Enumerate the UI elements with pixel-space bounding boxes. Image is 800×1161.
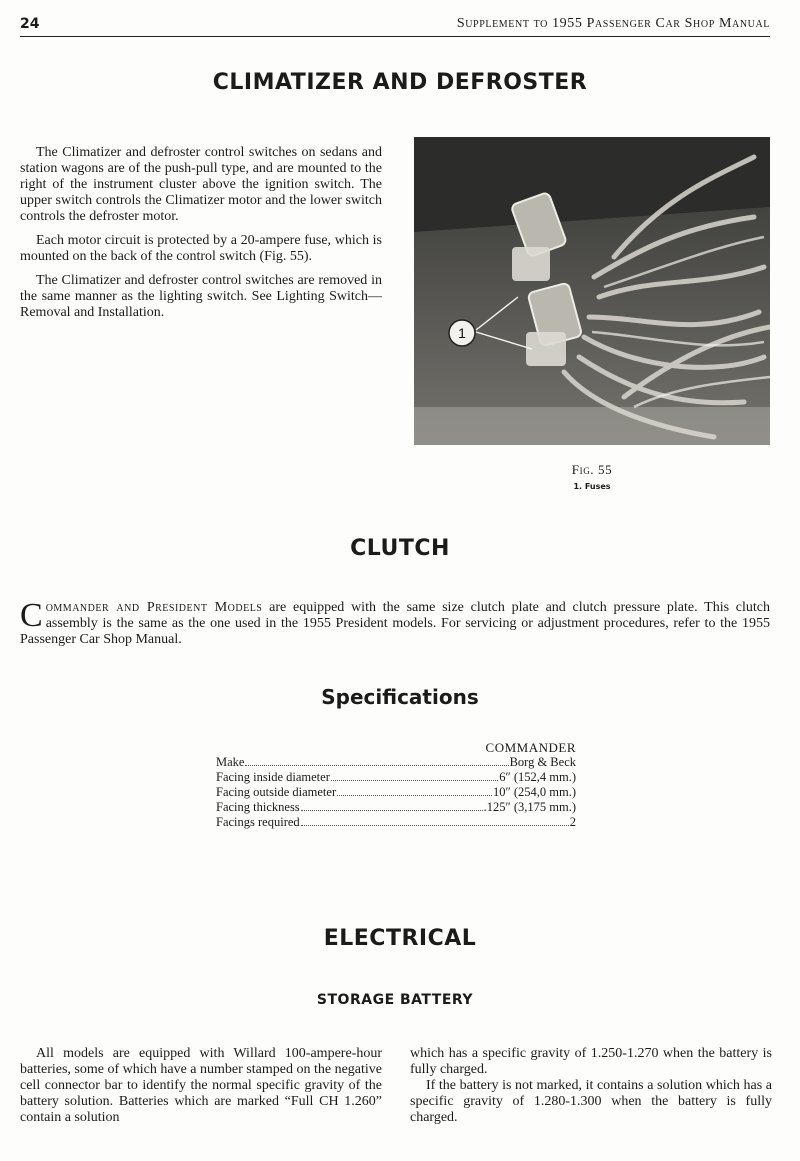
spec-row — [216, 815, 576, 830]
spec-label: Facing outside diameter — [216, 785, 337, 799]
figure-caption — [414, 462, 770, 491]
figure-legend: 1. Fuses — [573, 482, 611, 491]
figure-callout-label: 1 — [458, 325, 466, 341]
spec-value: 6″ (152,4 mm.) — [499, 770, 576, 784]
specifications-heading: Specifications — [321, 685, 479, 709]
leader-dots — [337, 794, 492, 796]
spec-row — [216, 770, 576, 785]
climatizer-paragraph-3: The Climatizer and defroster control switches are removed in the same manner as the lighting switch. See Lighting Switch—Removal and Installation. — [20, 273, 382, 320]
clutch-paragraph — [20, 597, 770, 648]
spec-row — [216, 755, 576, 770]
battery-paragraph-1: All models are equipped with Willard 100-ampere-hour batteries, some of which have a number stamped on the negative cell connector bar to identify the normal specific gravity of the battery solution. Batteries which are marked “Full CH 1.260” contain a solution — [20, 1046, 382, 1125]
spec-label: Facing inside diameter — [216, 770, 330, 784]
climatizer-paragraph-1: The Climatizer and defroster control switches on sedans and station wagons are of the push-pull type, and are mounted to the right of the instrument cluster above the ignition switch. The upper switch controls the Climatizer motor and the lower switch controls the defroster motor. — [20, 145, 382, 224]
leader-dots — [301, 824, 569, 826]
clutch-lead-smallcaps: ommander and President Models — [45, 600, 263, 615]
running-head: Supplement to 1955 Passenger Car Shop Manual — [456, 16, 770, 31]
leader-dots — [301, 809, 483, 811]
clutch-heading: CLUTCH — [350, 536, 450, 561]
spec-value: .125″ (3,175 mm.) — [483, 800, 576, 814]
figure-title: Fig. 55 — [571, 462, 613, 477]
spec-value: 2 — [569, 815, 576, 829]
dropcap-letter: C — [20, 597, 43, 634]
battery-text-left-column — [20, 1046, 382, 1134]
climatizer-heading: CLIMATIZER AND DEFROSTER — [212, 70, 588, 95]
spec-label: Facings required — [216, 815, 300, 829]
spec-row — [216, 785, 576, 800]
spec-label: Facing thickness — [216, 800, 300, 814]
battery-text-right-column — [410, 1046, 772, 1134]
specifications-table — [216, 740, 576, 830]
figure-55-photo — [414, 137, 770, 445]
leader-dots — [245, 764, 508, 766]
climatizer-paragraph-2: Each motor circuit is protected by a 20-ampere fuse, which is mounted on the back of the control switch (Fig. 55). — [20, 233, 382, 264]
page-header — [20, 14, 770, 37]
climatizer-text — [20, 145, 382, 329]
storage-battery-subheading: STORAGE BATTERY — [316, 992, 474, 1008]
spec-value: Borg & Beck — [509, 755, 576, 769]
switch-wiring-illustration — [414, 137, 770, 445]
clutch-body-text: are equipped with the same size clutch plate and clutch pressure plate. This clutch assembly is the same as the one used in the 1955 President models. For servicing or adjustment procedures, refer to the 1955 Passenger Car Shop Manual. — [20, 600, 770, 647]
spec-label: Make — [216, 755, 245, 769]
spec-column-header: COMMANDER — [485, 740, 576, 755]
spec-row — [216, 800, 576, 815]
battery-paragraph-1-continued: which has a specific gravity of 1.250-1.270 when the battery is fully charged. — [410, 1046, 772, 1077]
spec-value: 10″ (254,0 mm.) — [493, 785, 576, 799]
electrical-heading: ELECTRICAL — [323, 926, 477, 951]
battery-paragraph-2: If the battery is not marked, it contains a solution which has a specific gravity of 1.280-1.300 when the battery is fully charged. — [410, 1078, 772, 1125]
leader-dots — [331, 779, 498, 781]
page-number: 24 — [20, 16, 40, 32]
